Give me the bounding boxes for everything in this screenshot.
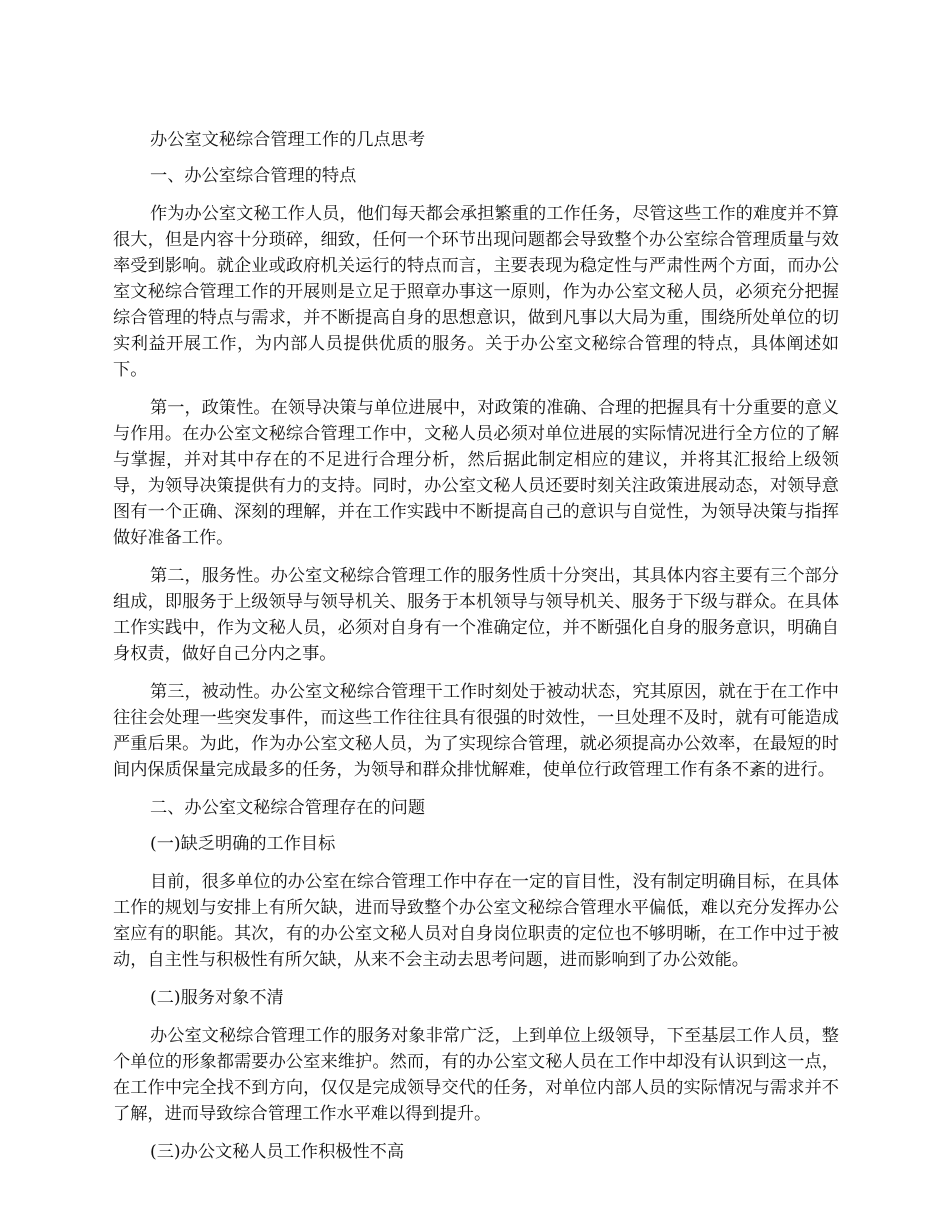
paragraph-policy: 第一，政策性。在领导决策与单位进展中，对政策的准确、合理的把握具有十分重要的意义与作用。在办公室文秘综合管理工作中，文秘人员必须对单位进展的实际情况进行全方位的了解与掌握，并对其中存在的不足进行合理分析，然后据此制定相应的建议，并将其汇报给上级领导，为领导决策提供有力的支持。同时，办公室文秘人员还要时刻关注政策进展动态，对领导意图有一个正确、深刻的理解，并在工作实践中不断提高自己的意识与自觉性，为领导决策与指挥做好准备工作。 bbox=[113, 398, 839, 548]
paragraph-passivity: 第三，被动性。办公室文秘综合管理干工作时刻处于被动状态，究其原因，就在于在工作中往往会处理一些突发事件，而这些工作往往具有很强的时效性，一旦处理不及时，就有可能造成严重后果。为此，作为办公室文秘人员，为了实现综合管理，就必须提高办公效率，在最短的时间内保质保量完成最多的任务，为领导和群众排忧解难，使单位行政管理工作有条不紊的进行。 bbox=[113, 682, 839, 780]
paragraph-overview: 作为办公室文秘工作人员，他们每天都会承担繁重的工作任务，尽管这些工作的难度并不算很大，但是内容十分琐碎，细致，任何一个环节出现问题都会导致整个办公室综合管理质量与效率受到影响。就企业或政府机关运行的特点而言，主要表现为稳定性与严肃性两个方面，而办公室文秘综合管理工作的开展则是立足于照章办事这一原则，作为办公室文秘人员，必须充分把握综合管理的特点与需求，并不断提高自身的思想意识，做到凡事以大局为重，围绕所处单位的切实利益开展工作，为内部人员提供优质的服务。关于办公室文秘综合管理的特点，具体阐述如下。 bbox=[113, 204, 839, 380]
paragraph-no-goals: 目前，很多单位的办公室在综合管理工作中存在一定的盲目性，没有制定明确目标，在具体工作的规划与安排上有所欠缺，进而导致整个办公室文秘综合管理水平偏低，难以充分发挥办公室应有的职能。其次，有的办公室文秘人员对自身岗位职责的定位也不够明晰，在工作中过于被动，自主性与积极性有所欠缺，从来不会主动去思考问题，进而影响到了办公效能。 bbox=[113, 872, 839, 970]
subsection-heading-1: (一)缺乏明确的工作目标 bbox=[150, 834, 336, 854]
document-body bbox=[113, 127, 839, 1165]
section-heading-1: 一、办公室综合管理的特点 bbox=[150, 166, 357, 186]
document-title: 办公室文秘综合管理工作的几点思考 bbox=[150, 130, 426, 150]
paragraph-service: 第二，服务性。办公室文秘综合管理工作的服务性质十分突出，其具体内容主要有三个部分组成，即服务于上级领导与领导机关、服务于本机领导与领导机关、服务于下级与群众。在具体工作实践中，作为文秘人员，必须对自身有一个准确定位，并不断强化自身的服务意识，明确自身权责，做好自己分内之事。 bbox=[113, 566, 839, 664]
paragraph-service-targets: 办公室文秘综合管理工作的服务对象非常广泛，上到单位上级领导，下至基层工作人员，整个单位的形象都需要办公室来维护。然而，有的办公室文秘人员在工作中却没有认识到这一点，在工作中完全找不到方向，仅仅是完成领导交代的任务，对单位内部人员的实际情况与需求并不了解，进而导致综合管理工作水平难以得到提升。 bbox=[113, 1026, 839, 1124]
section-heading-2: 二、办公室文秘综合管理存在的问题 bbox=[150, 798, 426, 818]
subsection-heading-2: (二)服务对象不清 bbox=[150, 988, 284, 1008]
subsection-heading-3: (三)办公文秘人员工作积极性不高 bbox=[150, 1142, 405, 1162]
